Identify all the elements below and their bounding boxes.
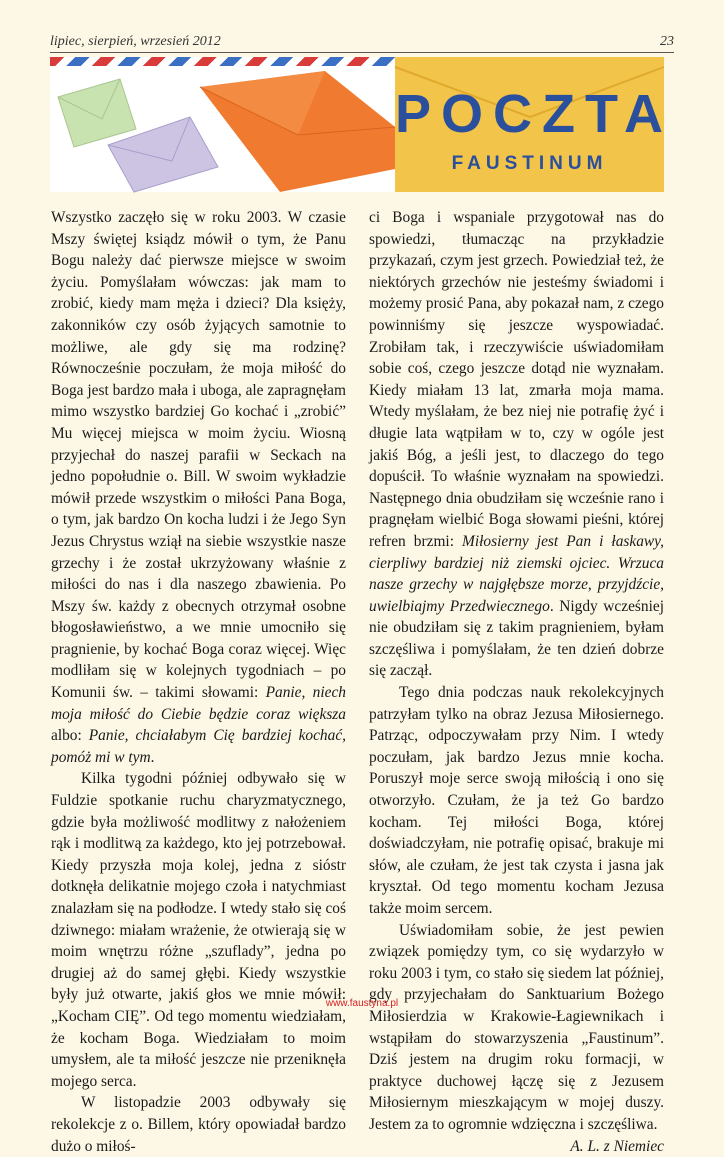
banner-subtitle: FAUSTINUM	[451, 153, 608, 174]
running-head	[50, 30, 674, 50]
left-paragraph-3: W listopadzie 2003 odbywały się rekolekcje z o. Billem, który opowiadał bardzo dużo o miłoś-	[51, 1094, 346, 1155]
footer-url[interactable]: www.faustyna.pl	[325, 998, 399, 1009]
orange-envelope-icon	[200, 71, 395, 192]
page-number: 23	[660, 34, 674, 49]
author-signature: A. L. z Niemiec	[570, 1137, 664, 1155]
issue-date: lipiec, sierpień, wrzesień 2012	[50, 34, 221, 49]
right-paragraph-3: Uświadomiłam sobie, że jest pewien związek pomiędzy tym, co się wydarzyło w roku 2003 i tym, co stało się siedem lat później, gdy przyjechałam do Sanktuarium Bożego Miłosierdzia w Krakowie-Łagiewnikach i wstąpiłam do stowarzyszenia „Faustinum”. Dziś jestem na drugim roku formacji, w praktyce duchowej łączę się z Jezusem Miłosiernym mieszkającym w mojej duszy. Jestem za to ogromnie wdzięczna i szczęśliwa.	[369, 921, 664, 1133]
header-rule	[50, 52, 674, 53]
right-paragraph-2: Tego dnia podczas nauk rekolekcyjnych patrzyłam tylko na obraz Jezusa Miłosiernego. Patrząc, odpoczywałam przy Nim. I wtedy poczułam, jak bardzo Jezus mnie kocha. Poruszył moje serce swoją miłością i ono się otworzyło. Czułam, że ja też Go bardzo kocham. Tej miłości Boga, której doświadczyłam, nie potrafię opisać, brakuje mi słów, ale czułam, że jest tak czysta i jasna jak kryształ. Od tego momentu kocham Jezusa także moim sercem.	[369, 684, 664, 917]
poczta-faustinum-banner	[50, 57, 673, 192]
right-column	[369, 207, 664, 1157]
left-column	[51, 207, 346, 1157]
right-paragraph-1: ci Boga i wspaniale przygotował nas do spowiedzi, tłumacząc na przykładzie przykazań, czym jest grzech. Powiedział też, że niektórych grzechów nie jesteśmy świadomi i możemy prosić Pana, aby pokazał nam, z czego powinniśmy się jeszcze wyspowiadać. Zrobiłam tak, i rzeczywiście uświadomiłam sobie coś, czego jeszcze dotąd nie wyznałam. Kiedy miałam 13 lat, zmarła moja mama. Wtedy myślałam, że bez niej nie potrafię żyć i długie lata wątpiłam w to, czy w ogóle jest jakiś Bóg, a jeśli jest, to dlaczego do tego dopuścił. To właśnie wyznałam na spowiedzi. Następnego dnia obudziłam się wcześnie rano i pragnęłam wielbić Boga słowami pieśni, której refren brzmi: Miłosierny jest Pan i łaskawy, cierpliwy bardziej niż ziemski ojciec. Wrzuca nasze grzechy w najgłębsze morze, przyjdźcie, uwielbiajmy Przedwiecznego. Nigdy wcześniej nie obudziłam się z takim pragnieniem, byłam szczęśliwa i pomyślałam, że ten dzień dobrze się zaczął.	[369, 209, 665, 680]
left-paragraph-1: Wszystko zaczęło się w roku 2003. W czasie Mszy świętej ksiądz mówił o tym, że Panu Bogu należy dać pierwsze miejsce w swoim życiu. Pomyślałam wówczas: jak mam to zrobić, kiedy mam męża i dzieci? Dla księży, zakonników czy osób żyjących samotnie to możliwe, ale gdy się ma rodzinę? Równocześnie poczułam, że moja miłość do Boga jest bardzo mała i uboga, ale zapragnęłam mimo wszystko bardziej Go kochać i „zrobić” Mu więcej miejsca w moim życiu. Wiosną przyjechał do naszej parafii w Seckach na jedno popołudnie o. Bill. W swoim wykładzie mówił przede wszystkim o miłości Pana Boga, o tym, jak bardzo On kocha ludzi i że Jego Syn Jezus Chrystus wziął na siebie wszystkie nasze grzechy i że został ukrzyżowany właśnie z miłości do nas i dla naszego zbawienia. Po Mszy św. każdy z obecnych otrzymał osobne błogosławieństwo, a we mnie umocniło się pragnienie, by kochać Boga coraz więcej. Więc modliłam się w kolejnych tygodniach – po Komunii św. – takimi słowami: Panie, niech moja miłość do Ciebie będzie coraz większa albo: Panie, chciałabym Cię bardziej kochać, pomóż mi w tym.	[51, 209, 346, 766]
left-paragraph-2: Kilka tygodni później odbywało się w Fuldzie spotkanie ruchu charyzmatycznego, gdzie była możliwość modlitwy z nałożeniem rąk i modlitwą za każdego, kto jej potrzebował. Kiedy przyszła moja kolej, jedna z sióstr dotknęła delikatnie mojego czoła i natychmiast znalazłam się na podłodze. I wtedy stało się coś dziwnego: miałam wrażenie, że otwierają się w moim wnętrzu różne „szuflady”, jedna po drugiej aż do samej głębi. Kiedy wszystkie były już otwarte, jakiś głos we mnie mówił: „Kocham CIĘ”. Od tego momentu wiedziałam, że kocham Boga. Wiedziałam to moim umysłem, ale ta miłość jeszcze nie przeniknęła mojego serca.	[51, 770, 346, 1090]
banner-title: POCZTA	[395, 84, 673, 144]
green-envelope-icon	[58, 79, 136, 147]
